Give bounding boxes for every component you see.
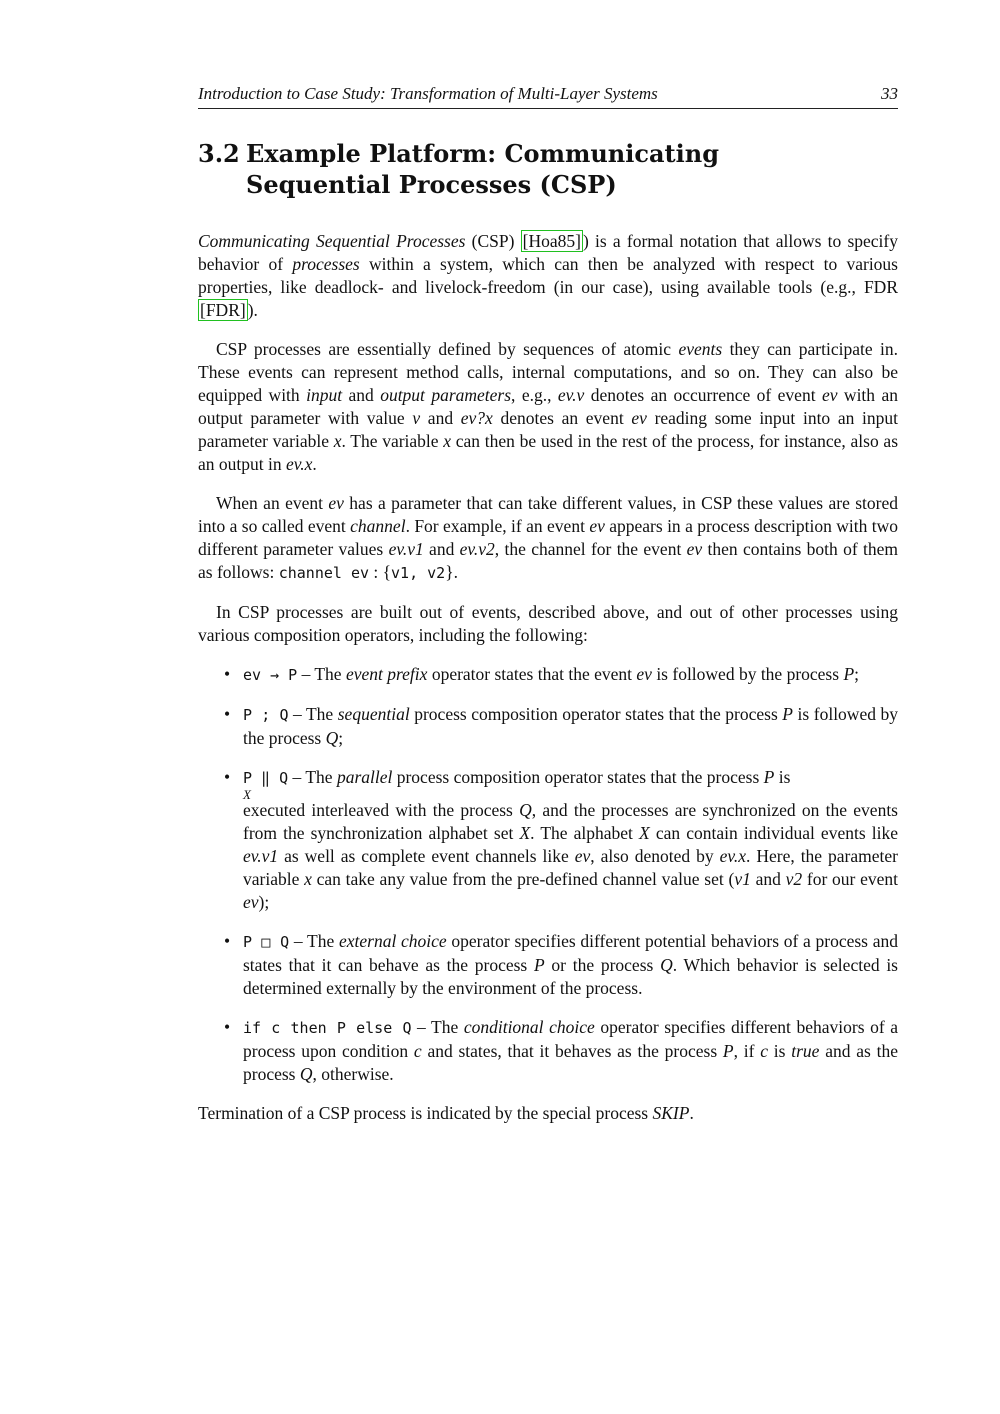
page-number: 33 bbox=[881, 84, 898, 103]
list-item-external-choice: • P □ Q – The external choice operator specifies different potential behaviors of a process and states that it can behave as the process P or the process Q. Which behavior is selected is determined externally by the environment of the process. bbox=[224, 931, 898, 998]
operator-code: P ‖ Q bbox=[243, 769, 289, 787]
body-text bbox=[198, 230, 898, 1141]
list-item-parallel: • P ‖ Q X – The parallel process composition operator states that the process P is executed interleaved with the process Q, and the processes are synchronized on the events from the synchronization alphabet set X. The alphabet X can contain individual events like ev.v1 as well as complete event channels like ev, also denoted by ev.x. Here, the parameter variable x can take any value from the pre-defined channel value set (v1 and v2 for our event ev); bbox=[224, 767, 899, 912]
channel-values-code: v1, v2 bbox=[391, 564, 446, 582]
running-title: Introduction to Case Study: Transformation of Multi-Layer Systems bbox=[198, 84, 658, 103]
operator-code: P □ Q bbox=[243, 933, 290, 951]
paragraph-events: CSP processes are essentially defined by sequences of atomic events they can participate in. These events can represent method calls, internal computations, and so on. They can also be equipped with input and output parameters, e.g., ev.v denotes an occurrence of event ev with an output parameter with value v and ev?x denotes an event ev reading some input into an input parameter variable x. The variable x can then be used in the rest of the process, for instance, also as an output in ev.x. bbox=[198, 339, 899, 474]
running-header bbox=[198, 84, 898, 109]
citation-fdr[interactable]: [FDR] bbox=[200, 300, 246, 320]
list-item-conditional-choice: • if c then P else Q – The conditional choice operator specifies different behaviors of a process upon condition c and states, that it behaves as the process P, if c is true and as the process Q, otherwise. bbox=[224, 1017, 898, 1084]
bullet-icon: • bbox=[224, 704, 231, 724]
bullet-icon: • bbox=[224, 931, 231, 951]
bullet-icon: • bbox=[224, 664, 231, 684]
operator-code: if c then P else Q bbox=[243, 1019, 412, 1037]
bullet-icon: • bbox=[224, 767, 231, 787]
paragraph-intro: Communicating Sequential Processes (CSP) [Hoa85] ) is a formal notation that allows to specify behavior of processes within a system, which can then be analyzed with respect to various properties, like deadlock- and livelock-freedom (in our case), using available tools (e.g., FDR [FDR] ). bbox=[198, 231, 898, 320]
sync-set-subscript: X bbox=[243, 787, 251, 802]
paragraph-operators-intro: In CSP processes are built out of events, described above, and out of other processes using various composition operators, including the following: bbox=[198, 602, 898, 645]
channel-code: channel ev bbox=[278, 564, 370, 582]
section-number: 3.2 bbox=[198, 139, 240, 168]
list-item-sequential: • P ; Q – The sequential process composition operator states that the process P is followed by the process Q; bbox=[224, 704, 898, 748]
operator-code: ev → P bbox=[243, 666, 298, 684]
operator-code: P ; Q bbox=[243, 706, 289, 724]
list-item-event-prefix: • ev → P – The event prefix operator states that the event ev is followed by the process P; bbox=[224, 664, 860, 684]
paragraph-channels: When an event ev has a parameter that can take different values, in CSP these values are stored into a so called event channel. For example, if an event ev appears in a process description with two different parameter values ev.v1 and ev.v2, the channel for the event ev then contains both of them as follows: channel ev : {v1, v2}. bbox=[198, 493, 898, 582]
bullet-icon: • bbox=[224, 1017, 231, 1037]
section-title: Example Platform: Communicating Sequential Processes (CSP) bbox=[246, 139, 719, 199]
operator-list bbox=[198, 663, 898, 1086]
paragraph-termination: Termination of a CSP process is indicated by the special process SKIP. bbox=[198, 1103, 694, 1123]
citation-hoa85[interactable]: [Hoa85] bbox=[522, 231, 581, 251]
section-heading bbox=[198, 138, 898, 200]
